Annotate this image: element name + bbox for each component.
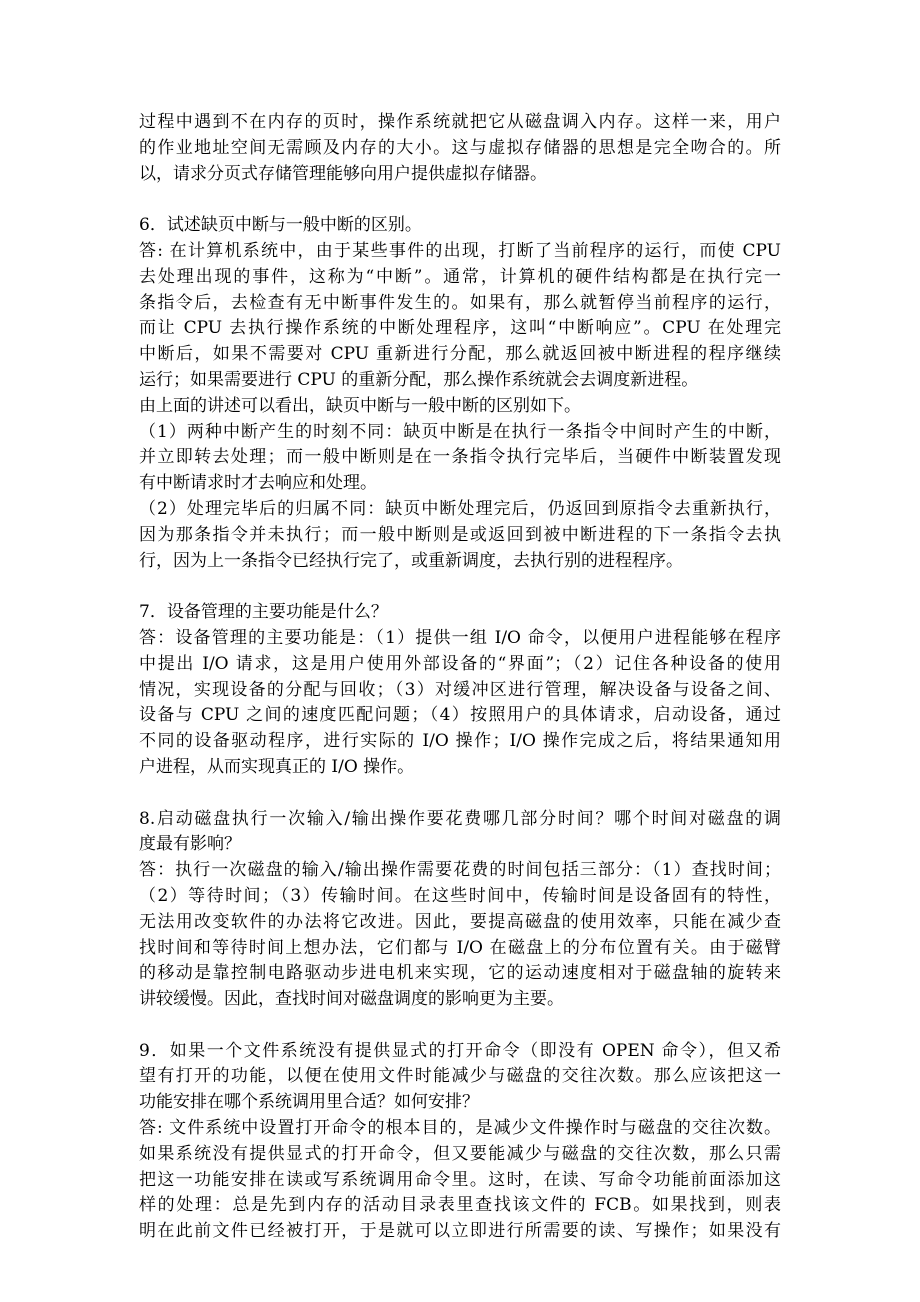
text-line: 中提出 I/O 请求，这是用户使用外部设备的“界面”；（2）记住各种设备的使用 bbox=[139, 653, 781, 674]
text-line: （2）处理完毕后的归属不同：缺页中断处理完后，仍返回到原指令去重新执行， bbox=[139, 498, 781, 519]
question-title: 6．试述缺页中断与一般中断的区别。 bbox=[139, 215, 422, 236]
text-line: 有中断请求时才去响应和处理。 bbox=[139, 473, 377, 494]
text-line: 并立即转去处理；而一般中断则是在一条指令执行完毕后，当硬件中断装置发现 bbox=[139, 447, 781, 468]
text-line: 不同的设备驱动程序，进行实际的 I/O 操作；I/O 操作完成之后，将结果通知用 bbox=[139, 731, 781, 752]
text-line: 如果系统没有提供显式的打开命令，但又要能减少与磁盘的交往次数，那么只需 bbox=[139, 1143, 781, 1164]
question-7 bbox=[139, 600, 781, 781]
text-line: 以，请求分页式存储管理能够向用户提供虚拟存储器。 bbox=[139, 163, 547, 184]
text-line: 由上面的讲述可以看出，缺页中断与一般中断的区别如下。 bbox=[139, 395, 581, 416]
text-line: 中断后，如果不需要对 CPU 重新进行分配，那么就返回被中断进程的程序继续 bbox=[139, 344, 781, 365]
text-line: 答: 文件系统中设置打开命令的根本目的，是减少文件操作时与磁盘的交往次数。 bbox=[139, 1118, 781, 1139]
text-line: （1）两种中断产生的时刻不同：缺页中断是在执行一条指令中间时产生的中断， bbox=[139, 421, 781, 442]
text-line: 讲较缓慢。因此，查找时间对磁盘调度的影响更为主要。 bbox=[139, 989, 564, 1010]
question-title: 9．如果一个文件系统没有提供显式的打开命令（即没有 OPEN 命令），但又希 bbox=[139, 1040, 781, 1061]
text-line: 因为那条指令并未执行；而一般中断则是或返回到被中断进程的下一条指令去执 bbox=[139, 524, 781, 545]
paragraph-gap bbox=[139, 574, 781, 600]
text-line: 把这一功能安排在读或写系统调用命令里。这时，在读、写命令功能前面添加这 bbox=[139, 1169, 781, 1190]
text-line: 条指令后，去检查有无中断事件发生的。如果有，那么就暂停当前程序的运行， bbox=[139, 292, 781, 313]
text-line: 而让 CPU 去执行操作系统的中断处理程序，这叫“中断响应”。CPU 在处理完 bbox=[139, 318, 781, 339]
text-line: 去处理出现的事件，这称为“中断”。通常，计算机的硬件结构都是在执行完一 bbox=[139, 266, 781, 287]
text-line: 答：执行一次磁盘的输入/输出操作需要花费的时间包括三部分：（1）查找时间； bbox=[139, 860, 781, 881]
paragraph-gap bbox=[139, 1013, 781, 1039]
question-8 bbox=[139, 807, 781, 1013]
text-line: 的移动是靠控制电路驱动步进电机来实现，它的运动速度相对于磁盘轴的旋转来 bbox=[139, 963, 781, 984]
text-line: 行，因为上一条指令已经执行完了，或重新调度，去执行别的进程程序。 bbox=[139, 550, 683, 571]
question-title-continued: 度最有影响？ bbox=[139, 834, 241, 855]
text-line: 答：设备管理的主要功能是：（1）提供一组 I/O 命令，以便用户进程能够在程序 bbox=[139, 627, 781, 648]
text-line: 情况，实现设备的分配与回收；（3）对缓冲区进行管理，解决设备与设备之间、 bbox=[139, 679, 781, 700]
text-line: 户进程，从而实现真正的 I/O 操作。 bbox=[139, 756, 415, 777]
question-6 bbox=[139, 213, 781, 574]
question-title: 7．设备管理的主要功能是什么？ bbox=[139, 602, 388, 623]
paragraph-gap bbox=[139, 187, 781, 213]
paragraph-gap bbox=[139, 781, 781, 807]
text-line: 的作业地址空间无需顾及内存的大小。这与虚拟存储器的思想是完全吻合的。所 bbox=[139, 137, 781, 158]
text-line: 过程中遇到不在内存的页时，操作系统就把它从磁盘调入内存。这样一来，用户 bbox=[139, 112, 781, 132]
document-body bbox=[139, 110, 781, 1245]
text-line: （2）等待时间；（3）传输时间。在这些时间中，传输时间是设备固有的特性， bbox=[139, 885, 781, 906]
text-line: 找时间和等待时间上想办法，它们都与 I/O 在磁盘上的分布位置有关。由于磁臂 bbox=[139, 937, 781, 958]
text-line: 答: 在计算机系统中，由于某些事件的出现，打断了当前程序的运行，而使 CPU bbox=[139, 240, 781, 261]
text-line: 设备与 CPU 之间的速度匹配问题；（4）按照用户的具体请求，启动设备，通过 bbox=[139, 705, 781, 726]
question-title: 8.启动磁盘执行一次输入/输出操作要花费哪几部分时间？哪个时间对磁盘的调 bbox=[139, 808, 781, 829]
text-line: 运行；如果需要进行 CPU 的重新分配，那么操作系统就会去调度新进程。 bbox=[139, 369, 699, 390]
text-line: 明在此前文件已经被打开，于是就可以立即进行所需要的读、写操作；如果没有 bbox=[139, 1221, 781, 1242]
question-title-continued: 望有打开的功能，以便在使用文件时能减少与磁盘的交往次数。那么应该把这一 bbox=[139, 1066, 781, 1087]
question-title-continued: 功能安排在哪个系统调用里合适？如何安排？ bbox=[139, 1092, 479, 1113]
text-line: 样的处理：总是先到内存的活动目录表里查找该文件的 FCB。如果找到，则表 bbox=[139, 1195, 781, 1216]
question-9 bbox=[139, 1039, 781, 1245]
text-line: 无法用改变软件的办法将它改进。因此，要提高磁盘的使用效率，只能在减少查 bbox=[139, 911, 781, 932]
intro-paragraph bbox=[139, 110, 781, 187]
